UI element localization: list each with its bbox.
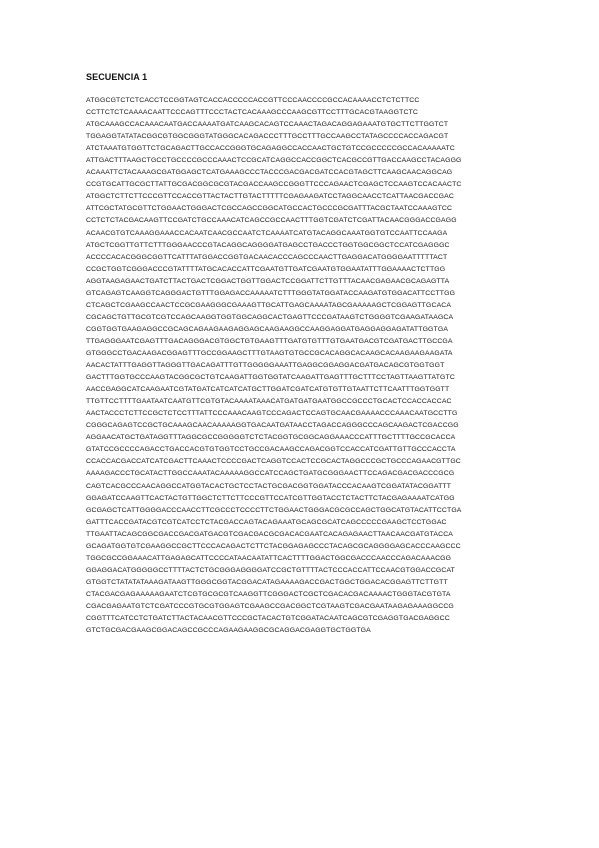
sequence-line: CGCAGCTGTTGCGTCGTCCAGCAAGGTGGTGGCAGGCACTGAGTTCCCGATAAGTCTGGGGTCGAAGATAAGCA [86, 313, 454, 321]
sequence-line: CAGTCACGCCCAACAGGCCATGGTACACTGCTCCTACTGCGACGGTGGATACCCACAAGTCGGATATACGGATTT [86, 482, 452, 490]
sequence-line: ATGCAAAGCCACAAACAATGACCAAAATGATCAAGCACAGTCCAAACTAGACAGGAGAAATGTGCTTCTTGGTCT [86, 121, 449, 129]
sequence-line: GTCAGAGTCAAGGTCAGGGACTGTTTGGAGACCAAAAATCTTTGGGTATGGATACCAAGATGTGGACATTCCTTGG [86, 289, 456, 297]
sequence-line: CCGCTGGTCGGGACCCGTATTTTATGCACACCATTCGAATGTTGATCGAATGTGGAATATTTGGAAAACTCTTGG [86, 265, 446, 273]
sequence-line: TTGTTCCTTTTGAATAATCAATGTTCGTGTACAAAATAAACATGATGATGAATGGCCGCCCTGCACTCCACCACCAC [86, 398, 452, 406]
sequence-block [86, 95, 516, 637]
sequence-line: GTGGGCCTGACAAGACGGAGTTTGCCGGAAGCTTTGTAAGTGTGCCGCACAGGCACAAGCACAAGAAGAAGATA [86, 349, 453, 357]
sequence-line: ACCCCACACGGGCGGTTCATTTATGGACCGGTGACAACACCCAGCCCAACTTGAGGACATGGGGAATTTTTACT [86, 253, 448, 261]
sequence-line: GACTTTGGTGCCCAAGTACGGCGCTGTCAAGATTGGTGGTATCAAGATTGAGTTTGCTTTCCTAGTTAAGTTATGTC [86, 374, 455, 382]
sequence-line: ATGGCTCTTCTTCCCGTTCCACCGTTACTACTTGTACTTTTTCGAGAAGATCCTAGGCAACCTCATTAACGACCGAC [86, 193, 454, 201]
sequence-line: AGGAACATGCTGATAGGTTTAGGCGCCGGGGGTCTCTACGGTGCGGCAGGAAACCCATTTGCTTTTGCCGCACCA [86, 434, 456, 442]
sequence-line: GATTTCACCGATACGTCGTCATCCTCTACGACCAGTACAGAAATGCAGCGCATCAGCCCCCGAAGCTCCTGGAC [86, 518, 447, 526]
sequence-line: ACAACGTGTCAAAGGAAACCACAATCAACGCCAATCTCAAAATCATGTACAGGCAAATGGTGTCCAATTCCAAGA [86, 229, 448, 237]
sequence-line: CTCAGCTCGAAGCCAACTCCGCGAAGGGCGAAAGTTGCATTGAGCAAAATAGCGAAAAAGCTCGGAGTTGCACA [86, 301, 452, 309]
sequence-line: ATGCTCGGTTGTTCTTTGGGAACCCGTACAGGCAGGGGATGAGCCTGACCCTGGTGGCGGCTCCATCGAGGGC [86, 241, 450, 249]
sequence-line: CCTCTCTACGACAAGTTCCGATCTGCCAAACATCAGCCGCCAACTTTGGTCGATCTCGATTACAACGGGACCGAGG [86, 217, 457, 225]
sequence-line: GGAGGACATGGGGGCCTTTTACTCTGCGGGAGGGGATCCGCTGTTTTACTCCCACCATTCCAACGTGGACCGCAT [86, 566, 456, 574]
sequence-line: ATCTAAATGTGGTTCTGCAGACTTGCCACCGGGTGCAGAGGCCACCAACTGCTGTCCGCCCCCGCCACAAAAATC [86, 145, 455, 153]
sequence-line: TTGAGGGAATCGAGTTTGACAGGGACGTGGCTGTGAAGTTTGATGTGTTTGTGAATGACGTCGATGACTTGCCGA [86, 337, 453, 345]
sequence-line: CCACCACGACCATCATCGACTTCAAACTCCCCGACTCAGGTCCACTCCGCACTAGGCCCGCTGCCCAGAACGTTGC [86, 458, 461, 466]
sequence-line: AGGTAAGAGAACTGATCTTACTGACTCGGACTGGTTGGACTCCGGATTCTTGTTTACAACGAGAACGCAGAGTTA [86, 277, 450, 285]
sequence-line: ATTCGCTATGCGTTCTGGAACTGGGACTCGCCAGCCGGCATGCCACTGCCCGCGATTTACGCTAATCCAAAGTCC [86, 205, 453, 213]
sequence-line: TTGAATTACAGCGGCGACCGACGATGACGTCGACGACGCGACACGAATCACAGAGAACTTAACAACGATGTACCA [86, 530, 454, 538]
page-title: SECUENCIA 1 [86, 72, 148, 82]
sequence-line: ACAAATTCTACAAAGCGATGGAGCTCATGAAAGCCCTACCCGACGACGATCCACGTAGCTTCAAGCAACAGGCAG [86, 169, 453, 177]
sequence-line: AACACTATTTGAGGTTAGGGTTGACAGATTTGTTGGGGGAAATTGAGGCGGAGGACGATGACAGCGTGGTGGT [86, 362, 445, 370]
sequence-line: CGGTTTCATCCTCTGATCTTACTACAACGTTCCCGCTACACTGTCGGATACAATCAGCGTCGAGGTGACGAGGCC [86, 615, 450, 623]
sequence-line: ATGGCGTCTCTCACCTCCGGTAGTCACCACCCCCACCGTTCCCAACCCCGCCACAAAACCTCTCTTCC [86, 97, 420, 104]
sequence-line: GTATCCGCCCCAGACCTGACCACGTGTGGTCCTGCCGACAAGCCAGACGGTCCACCATCGATTGTTGCCCACCTA [86, 446, 456, 454]
sequence-line: GCAGATGGTGTCGAAGGCCGCTTCCCACAGACTCTTCTACGGAGAGCCCTACAGCGCAGGGGAGCACCCAAGCCC [86, 542, 461, 550]
sequence-line: AACCGAGGCATCAAGAATCGTATGATCATCATCATGCTTGGATCGATCATGTGTTGTAATTCTTCAATTTGGTGGTT [86, 386, 450, 394]
sequence-line: TGGAGGTATATACGGCGTGGCGGGTATGGGCACAGACCCTTTGCCTTTGCCAAGCCTATAGCCCCACCAGACGT [86, 133, 449, 141]
sequence-line: GCGAGCTCATTGGGGACCCAACCTTCGCCCTCCCCTTCTGGAACTGGGACGCGCCAGCTGGCATGTACATTCCTGA [86, 506, 462, 514]
sequence-line: GTCTGCGACGAAGCGGACAGCCGCCCAGAAGAAGGCGCAGGACGAGGTGCTGGTGA [86, 627, 371, 635]
sequence-line: CCGTGCATTGCGCTTATTGCGACGGCGCGTACGACCAAGCCGGGTTCCCAGAACTCGAGCTCCAAGTCCACAACTC [86, 181, 462, 189]
sequence-line: ATTGACTTTAAGCTGCCTGCCCCGCCCAAACTCCGCATCAGGCCACCGGCTCACGCCGTTGACCAAGCCTACAGGG [86, 157, 462, 165]
sequence-line: TGGCGCCGGAAACATTGAGAGCATTCCCCATAACAATATTCACTTTTGGACTGGCGACCCAACCCAGACAAACGG [86, 554, 452, 562]
sequence-line: CGACGAGAATGTCTCGATCCCGTGCGTGGAGTCGAAGCCGACGGCTCGTAAGTCGACGAATAAGAGAAAGGCCG [86, 602, 454, 610]
sequence-line: AAAAGACCCTGCATACTTGGCCAAATACAAAAAGGCCATCCAGCTGATGCGGGAACTTCCAGACGACGACCCGCG [86, 470, 455, 478]
sequence-line: CGGTGGTGAAGAGGCCGCAGCAGAAGAAGAGGAGCAAGAAGGCCAAGGAGGATGAGGAGGAGATATTGGTGA [86, 325, 449, 333]
sequence-line: AACTACCCTCTTCCGCTCTCCTTTATTCCCAAACAAGTCCCAGACTCCAGTGCAACGAAAACCCAAACAATGCCTTG [86, 410, 458, 418]
sequence-line: CGGGCAGAGTCCGCTGCAAAGCAACAAAAAGGTGACAATGATAACCTAGACCAGGGCCCAGCAAGACTCGACCGG [86, 422, 459, 430]
sequence-line: CCTTCTCTCAAAACAATTCCCAGTTTCCCTACTCACAAAGCCCAAGCGTTCCTTTGCACGTAAGGTCTC [86, 109, 418, 117]
sequence-line: GGAGATCCAAGTTCACTACTGTTGGCTCTTCTTCCCGTTCCATCGTTGGTACCTCTACTTCTACGAGAAAATCATGG [86, 494, 455, 502]
sequence-line: GTGGTCTATATATAAAGATAAGTTGGGCGGTACGGACATAGAAAAGACCGACTGGCTGGACACGGAGTTCTTGTT [86, 578, 448, 586]
sequence-line: CTACGACGAGAAAAAGAATCTCGTGCGCGTCAAGGTTCGGGACTCGCTCGACACGACAAAACTGGGTACGTGTA [86, 590, 451, 598]
